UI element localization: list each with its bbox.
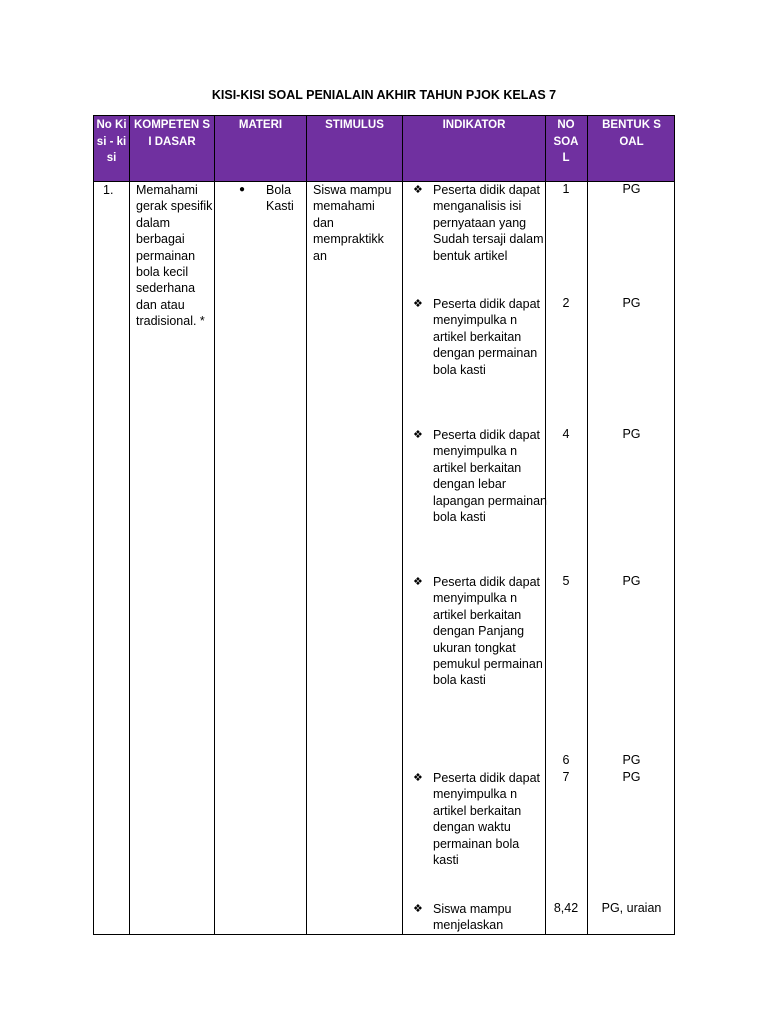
row-number: 1. [103,183,114,197]
indikator-item [413,296,548,378]
column-divider [129,115,130,935]
bentuk-soal-value: PG, uraian [601,901,662,915]
diamond-bullet-icon: ❖ [413,903,423,915]
bentuk-soal-value: PG [622,427,641,441]
no-soal-value: 1 [562,182,570,196]
diamond-bullet-icon: ❖ [413,772,423,784]
bentuk-soal-value: PG [622,182,641,196]
no-soal-value: 5 [562,574,570,588]
page-title: KISI-KISI SOAL PENIALAIN AKHIR TAHUN PJOK KELAS 7 [211,88,557,102]
bentuk-soal-value: PG [622,296,641,310]
indikator-text: Peserta didik dapat menyimpulka n artikel berkaitan dengan lebar lapangan permainan bola kasti [433,428,547,525]
column-divider [306,115,307,935]
header-no-soal: NO SOA L [553,119,579,164]
kompetensi-dasar-text: Memahami gerak spesifik dalam berbagai permainan bola kecil sederhana dan atau tradisional. * [136,183,213,329]
header-no-kisi: No Kisi - kisi [96,119,127,164]
header-indikator: INDIKATOR [442,119,506,131]
column-divider [587,115,588,935]
indikator-item [413,770,548,868]
no-soal-value: 7 [562,770,570,784]
indikator-text: Peserta didik dapat menyimpulka n artikel berkaitan dengan permainan bola kasti [433,297,541,377]
materi-text: Bola Kasti [266,183,294,214]
header-materi: MATERI [238,119,283,131]
bentuk-soal-value: PG [622,753,641,767]
no-soal-value: 6 [562,753,570,767]
indikator-text: Peserta didik dapat menyimpulka n artikel berkaitan dengan Panjang ukuran tongkat pemukul permainan bola kasti [433,575,543,688]
indikator-text: Peserta didik dapat menganalisis isi pernyataan yang Sudah tersaji dalam bentuk artikel [433,183,544,263]
bullet-dot-icon: ● [239,184,246,195]
indikator-item [413,182,548,264]
bentuk-soal-value: PG [622,574,641,588]
indikator-item [413,901,548,934]
column-divider [214,115,215,935]
header-kompetensi-dasar: KOMPETEN SI DASAR [133,119,211,148]
table-border-right [674,115,675,935]
diamond-bullet-icon: ❖ [413,298,423,310]
no-soal-value: 2 [562,296,570,310]
header-bentuk-soal: BENTUK SOAL [602,119,661,148]
indikator-item [413,574,548,689]
stimulus-text: Siswa mampu memahami dan mempraktikk an [313,183,392,263]
header-stimulus: STIMULUS [325,119,384,131]
bentuk-soal-value: PG [622,770,641,784]
table-border-left [93,115,94,935]
diamond-bullet-icon: ❖ [413,184,423,196]
diamond-bullet-icon: ❖ [413,576,423,588]
no-soal-value: 8,42 [553,901,579,915]
indikator-text: Peserta didik dapat menyimpulka n artikel berkaitan dengan waktu permainan bola kasti [433,771,541,868]
diamond-bullet-icon: ❖ [413,429,423,441]
no-soal-value: 4 [562,427,570,441]
indikator-item [413,427,548,525]
kisi-kisi-table [93,115,675,935]
column-divider [402,115,403,935]
indikator-text: Siswa mampu menjelaskan [433,902,512,933]
